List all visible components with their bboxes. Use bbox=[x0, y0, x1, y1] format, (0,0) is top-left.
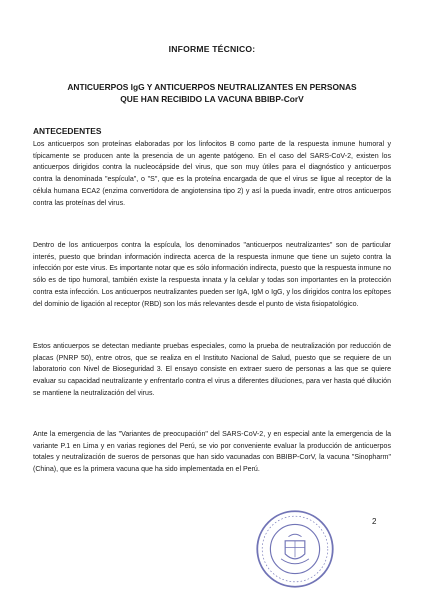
paragraph-detection-methods: Estos anticuerpos se detectan mediante pruebas especiales, como la prueba de neutralización por reducción de placas (PNRP 50), entre otros, que se realiza en el Instituto Nacional de Salud, puesto que se requiere de un laboratorio con Nivel de Bioseguridad 3. El ensayo consiste en extraer suero de personas a las que se quiere evaluar su capacidad neutralizante y enfrentarlo contra el virus a diferentes diluciones, para ver hasta qué dilución se mantiene la neutralización del virus. bbox=[33, 343, 391, 397]
paragraph-variants-context: Ante la emergencia de las "Variantes de preocupación" del SARS-CoV-2, y en especial ante la emergencia de la variante P.1 en Lima y en varias regiones del Perú, se vio por conveniente evaluar la producción de anticuerpos totales y neutralización de sueros de personas que han sido vacunadas con BBIBP-CorV, la vacuna "Sinopharm" (China), que es la primera vacuna que ha sido implementada en el Perú. bbox=[33, 431, 391, 474]
paragraph-antibodies-intro: Los anticuerpos son proteínas elaboradas por los linfocitos B como parte de la respuesta inmune humoral y típicamente se producen ante la presencia de un agente patógeno. En el caso del SARS-CoV-2, existen los anticuerpos dirigidos contra la nucleocápside del virus, que son muy útiles para el diagnóstico y anticuerpos contra la denominada "espícula", o "S", que es la proteína encargada de que el virus se ligue al receptor de la célula humana ECA2 (enzima convertidora de angiotensina tipo 2) y así la pueda invadir, entre otros anticuerpos contra las proteínas del virus. bbox=[33, 141, 391, 207]
official-seal-stamp bbox=[254, 508, 336, 590]
report-type-heading: INFORME TÉCNICO: bbox=[168, 44, 256, 54]
section-heading: ANTECEDENTES bbox=[33, 126, 102, 136]
page-number: 2 bbox=[372, 517, 377, 526]
report-title: ANTICUERPOS IgG Y ANTICUERPOS NEUTRALIZANTES EN PERSONAS QUE HAN RECIBIDO LA VACUNA BBIBP-CorV bbox=[67, 82, 357, 104]
paragraph-neutralizing-antibodies: Dentro de los anticuerpos contra la espícula, los denominados "anticuerpos neutralizantes" son de particular interés, puesto que brindan información indirecta acerca de la respuesta inmune que tiene un sujeto contra la infección por este virus. Es importante notar que es sólo información indirecta, puesto que la respuesta inmune no sólo es de tipo humoral, también existe la respuesta innata y la celular y todas son importantes en la protección contra esta infección. Los anticuerpos neutralizantes pueden ser IgA, IgM o IgG, y los dirigidos contra los epítopes del dominio de ligación al receptor (RBD) son los más relevantes desde el punto de vista fisiopatológico. bbox=[33, 242, 391, 308]
